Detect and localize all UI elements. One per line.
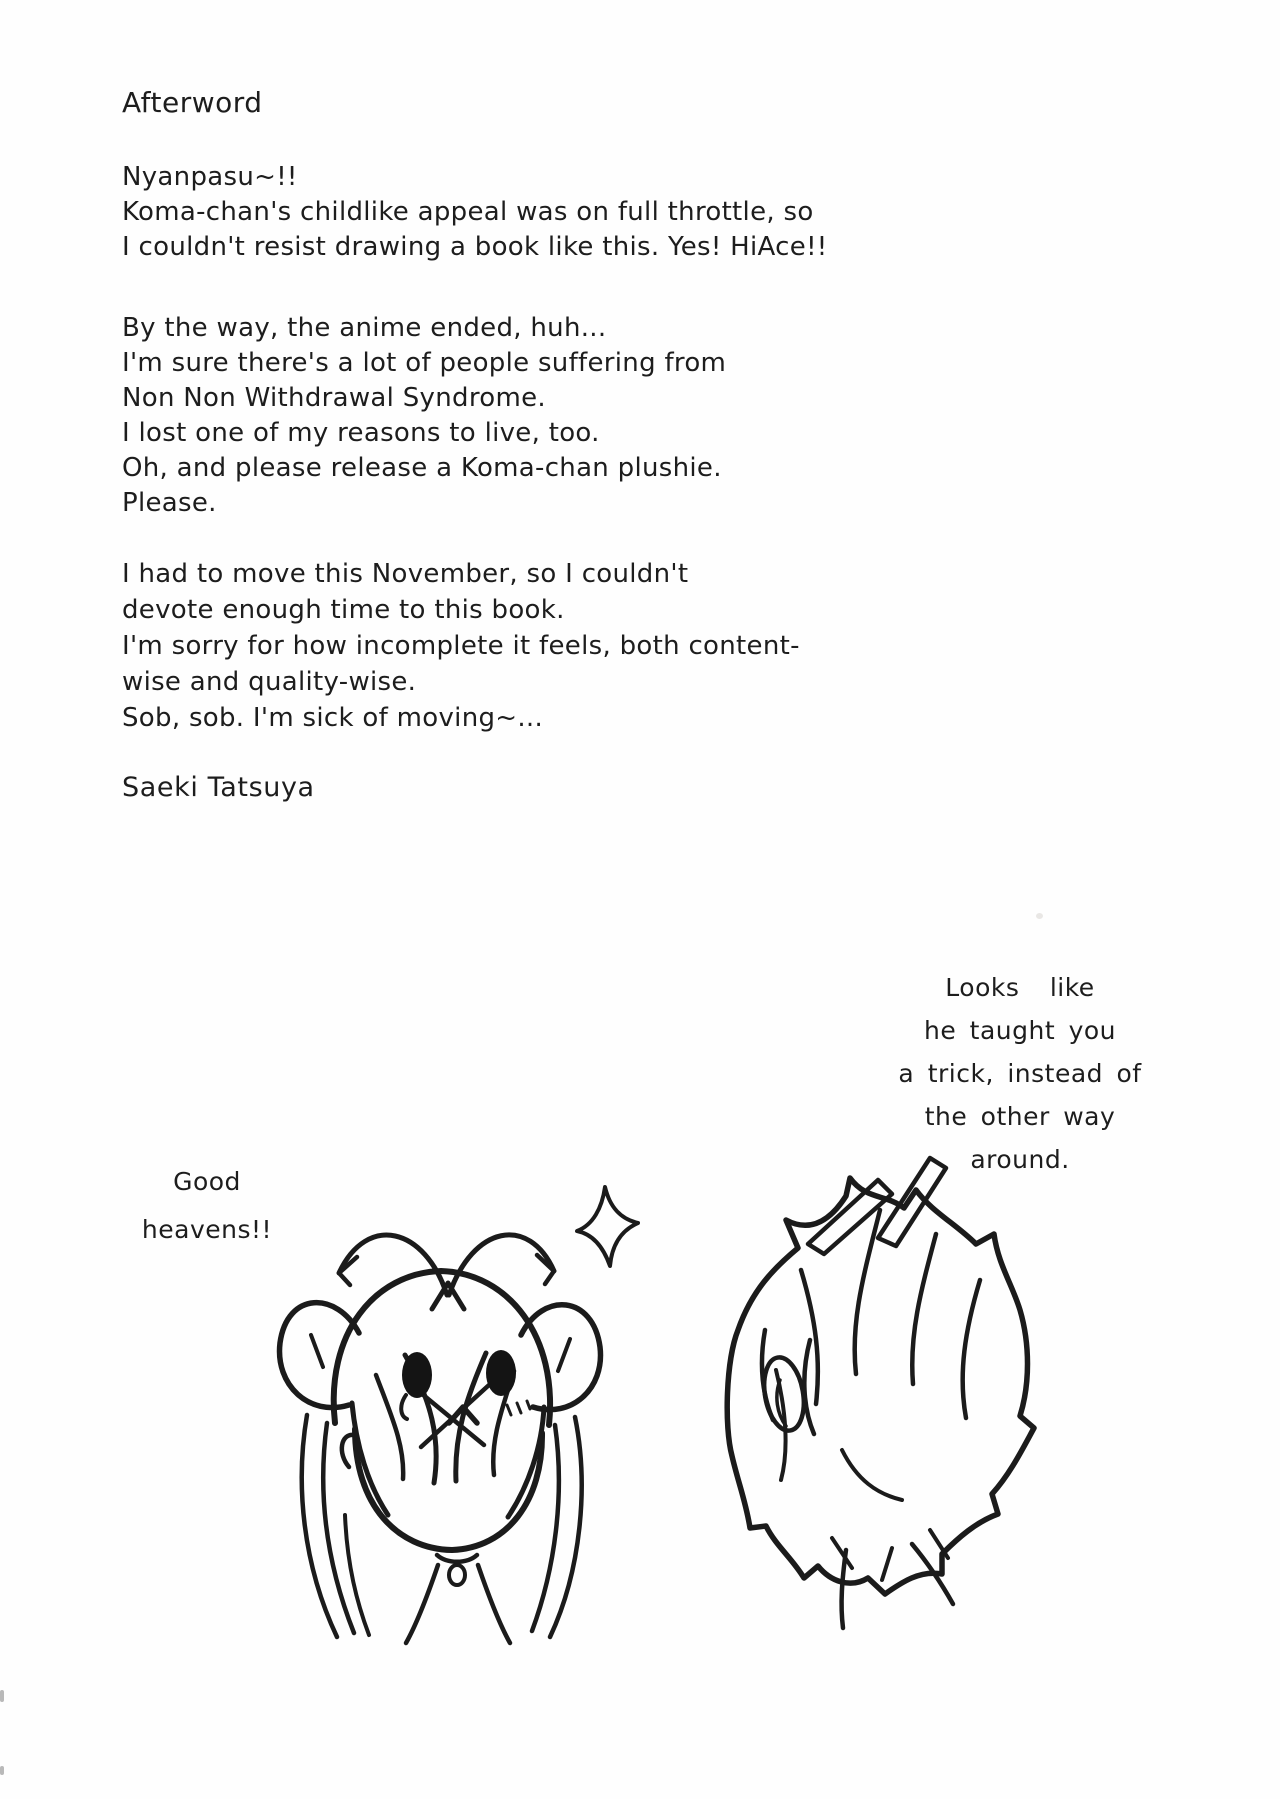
page-title: Afterword xyxy=(122,86,263,119)
handwritten-line: Good xyxy=(173,1167,241,1196)
chibi-girl-drawing xyxy=(255,1183,625,1653)
text-line: Koma-chan's childlike appeal was on full throttle, so xyxy=(122,197,814,227)
text-line: Non Non Withdrawal Syndrome. xyxy=(122,383,546,413)
text-line: Nyanpasu~!! xyxy=(122,162,298,192)
text-line: Oh, and please release a Koma-chan plushie. xyxy=(122,453,722,483)
page-edge-mark xyxy=(0,1690,4,1702)
text-line: I couldn't resist drawing a book like this. Yes! HiAce!! xyxy=(122,232,828,262)
text-line: Sob, sob. I'm sick of moving~... xyxy=(122,703,544,733)
chibi-boy-drawing xyxy=(680,1148,1040,1638)
text-line: I had to move this November, so I couldn't xyxy=(122,559,689,589)
paragraph-intro xyxy=(122,160,828,265)
handwritten-line: around. xyxy=(970,1145,1070,1174)
smudge-mark xyxy=(1036,913,1043,919)
text-line: wise and quality-wise. xyxy=(122,667,417,697)
text-line: By the way, the anime ended, huh... xyxy=(122,313,607,343)
handwritten-line: he taught you xyxy=(923,1016,1117,1045)
handwritten-line: a trick, instead of xyxy=(898,1059,1142,1088)
handwritten-line: heavens!! xyxy=(141,1215,273,1244)
text-line: I'm sorry for how incomplete it feels, both content- xyxy=(122,631,800,661)
text-line: I'm sure there's a lot of people suffering from xyxy=(122,348,727,378)
handwritten-line: the other way xyxy=(924,1102,1116,1131)
text-line: I lost one of my reasons to live, too. xyxy=(122,418,600,448)
text-line: Please. xyxy=(122,488,217,518)
paragraph-anime xyxy=(122,311,726,521)
text-line: devote enough time to this book. xyxy=(122,595,565,625)
handwritten-line: Looks like xyxy=(945,973,1095,1002)
paragraph-moving xyxy=(122,556,800,736)
page-edge-mark xyxy=(0,1766,4,1775)
author-signature: Saeki Tatsuya xyxy=(122,772,315,803)
